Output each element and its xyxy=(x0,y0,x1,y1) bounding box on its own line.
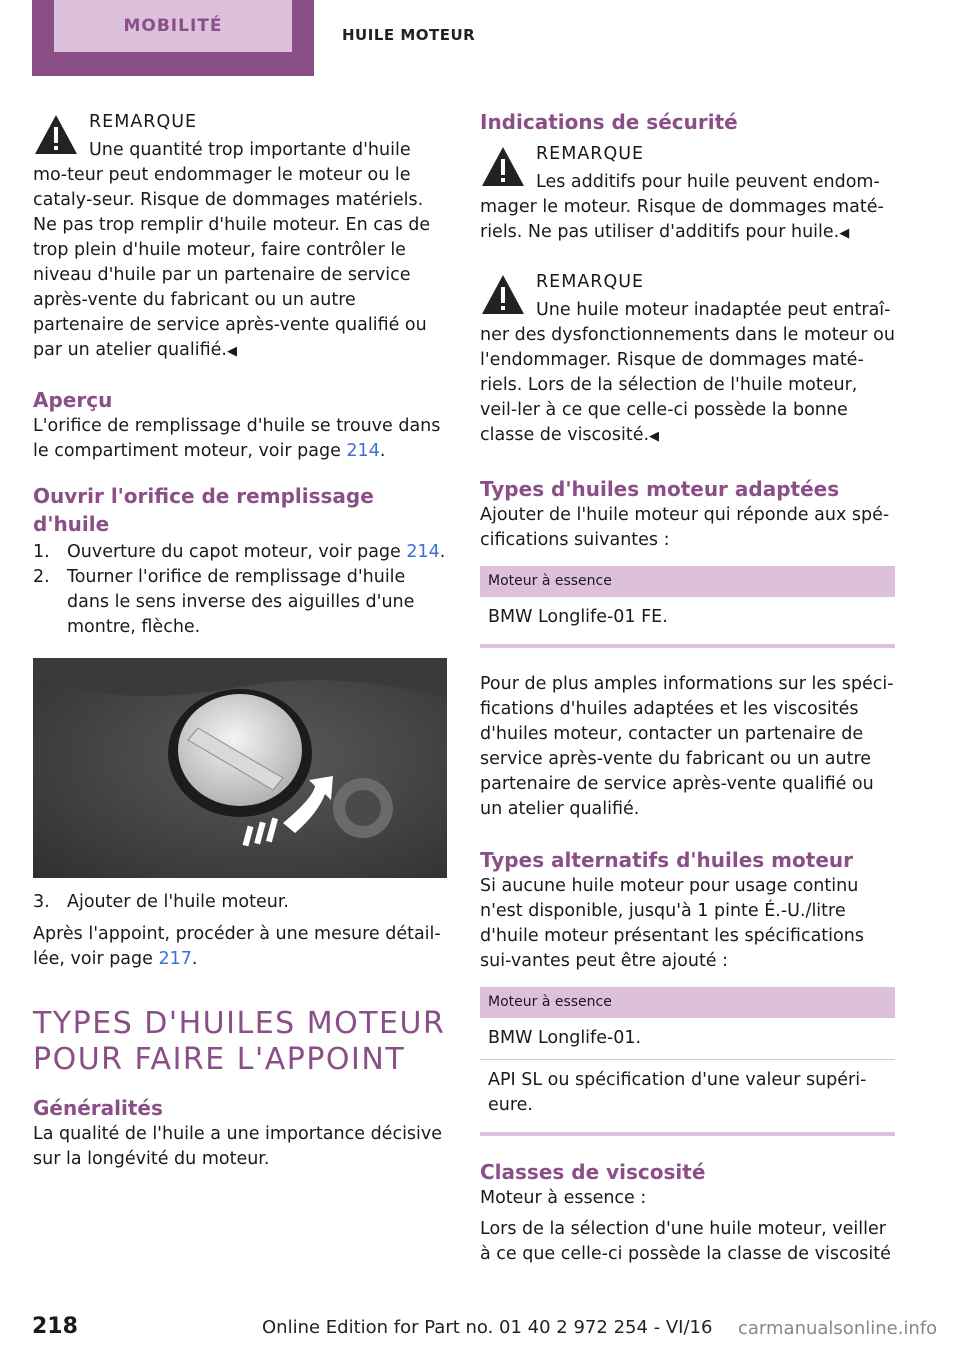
left-column xyxy=(33,108,447,1172)
section-title: TYPES D'HUILES MOTEUR POUR FAIRE L'APPOINT xyxy=(33,1006,446,1077)
warning-block xyxy=(480,140,895,246)
end-mark-icon: ◀ xyxy=(226,344,237,359)
edition-label: Online Edition for Part no. 01 40 2 972 254 - VI/16 xyxy=(262,1317,713,1338)
steps-list-continued xyxy=(33,890,447,915)
list-item: 2. Tourner l'orifice de remplissage d'huile dans le sens inverse des aiguilles d'une montre, flèche. xyxy=(33,567,415,637)
warning-block xyxy=(33,108,447,364)
page-link[interactable]: 217 xyxy=(158,949,192,969)
warning-triangle-icon xyxy=(480,144,526,190)
watermark: carmanualsonline.info xyxy=(738,1318,938,1339)
heading-generalites: Généralités xyxy=(33,1096,163,1120)
heading-types-adaptees: Types d'huiles moteur adaptées xyxy=(480,477,840,501)
steps-list xyxy=(33,540,447,640)
after-text: Après l'appoint, procéder à une mesure détail‐lée, voir page 217. xyxy=(33,924,441,969)
table-header: Moteur à essence xyxy=(480,987,895,1018)
types-adaptees-text: Ajouter de l'huile moteur qui réponde aux spé‐cifications suivantes : xyxy=(480,505,890,550)
heading-viscosite: Classes de viscosité xyxy=(480,1160,706,1184)
warning-title: REMARQUE xyxy=(536,144,645,164)
page-link[interactable]: 214 xyxy=(346,441,380,461)
chapter-tab: MOBILITÉ xyxy=(54,0,292,52)
heading-securite: Indications de sécurité xyxy=(480,110,738,134)
generalites-text: La qualité de l'huile a une importance décisive sur la longévité du moteur. xyxy=(33,1124,443,1169)
warning-text: Les additifs pour huile peuvent endom‐mager le moteur. Risque de dommages maté‐riels. Ne pas utiliser d'additifs pour huile.◀ xyxy=(480,172,884,242)
heading-types-alternatifs: Types alternatifs d'huiles moteur xyxy=(480,848,853,872)
section-label: HUILE MOTEUR xyxy=(342,26,476,44)
viscosite-line2: Lors de la sélection d'une huile moteur, veiller à ce que celle-ci possède la classe de viscosité xyxy=(480,1219,891,1264)
heading-apercu: Aperçu xyxy=(33,388,113,412)
warning-title: REMARQUE xyxy=(536,272,645,292)
warning-title: REMARQUE xyxy=(89,112,198,132)
end-mark-icon: ◀ xyxy=(839,226,850,241)
table-header: Moteur à essence xyxy=(480,566,895,597)
spec-table xyxy=(480,987,895,1136)
table-row: BMW Longlife-01. xyxy=(480,1018,895,1060)
heading-ouvrir: Ouvrir l'orifice de remplissage d'huile xyxy=(33,484,374,536)
list-item: 3. Ajouter de l'huile moteur. xyxy=(33,892,289,912)
warning-triangle-icon xyxy=(480,272,526,318)
page-link[interactable]: 214 xyxy=(406,542,440,562)
viscosite-line1: Moteur à essence : xyxy=(480,1188,647,1208)
oil-cap-photo xyxy=(33,658,447,878)
table-row: API SL ou spécification d'une valeur supéri‐eure. xyxy=(488,1070,867,1115)
table-row: BMW Longlife-01 FE. xyxy=(488,607,668,627)
types-adaptees-after: Pour de plus amples informations sur les spéci‐fications d'huiles adaptées et les viscosités d'huiles moteur, contacter un partenaire de service après-vente du fabricant ou un autre partenaire de service après-vente qualifié ou un atelier qualifié. xyxy=(480,674,894,819)
spec-table xyxy=(480,566,895,648)
apercu-text: L'orifice de remplissage d'huile se trouve dans le compartiment moteur, voir page 214. xyxy=(33,416,441,461)
end-mark-icon: ◀ xyxy=(649,429,660,444)
warning-text: Une huile moteur inadaptée peut entraî‐ner des dysfonctionnements dans le moteur ou l'endommager. Risque de dommages maté‐riels. Lors de la sélection de l'huile moteur, veil‐ler à ce que celle-ci possède la bonne classe de viscosité.◀ xyxy=(480,300,895,445)
types-alternatifs-text: Si aucune huile moteur pour usage continu n'est disponible, jusqu'à 1 pinte É.-U./litre d'huile moteur présentant les spécifications sui‐vantes peut être ajouté : xyxy=(480,876,864,971)
list-item: 1. Ouverture du capot moteur, voir page 214. xyxy=(33,542,446,562)
page-number: 218 xyxy=(32,1314,78,1339)
warning-triangle-icon xyxy=(33,112,79,158)
warning-text: Une quantité trop importante d'huile mo‐teur peut endommager le moteur ou le cataly‐seur. Risque de dommages matériels. Ne pas trop remplir d'huile moteur. En cas de trop plein d'huile moteur, faire contrôler le niveau d'huile par un partenaire de service après-vente du fabricant ou un autre partenaire de service après-vente qualifié ou par un atelier qualifié.◀ xyxy=(33,140,431,360)
right-column xyxy=(480,108,895,1267)
warning-block xyxy=(480,268,895,449)
